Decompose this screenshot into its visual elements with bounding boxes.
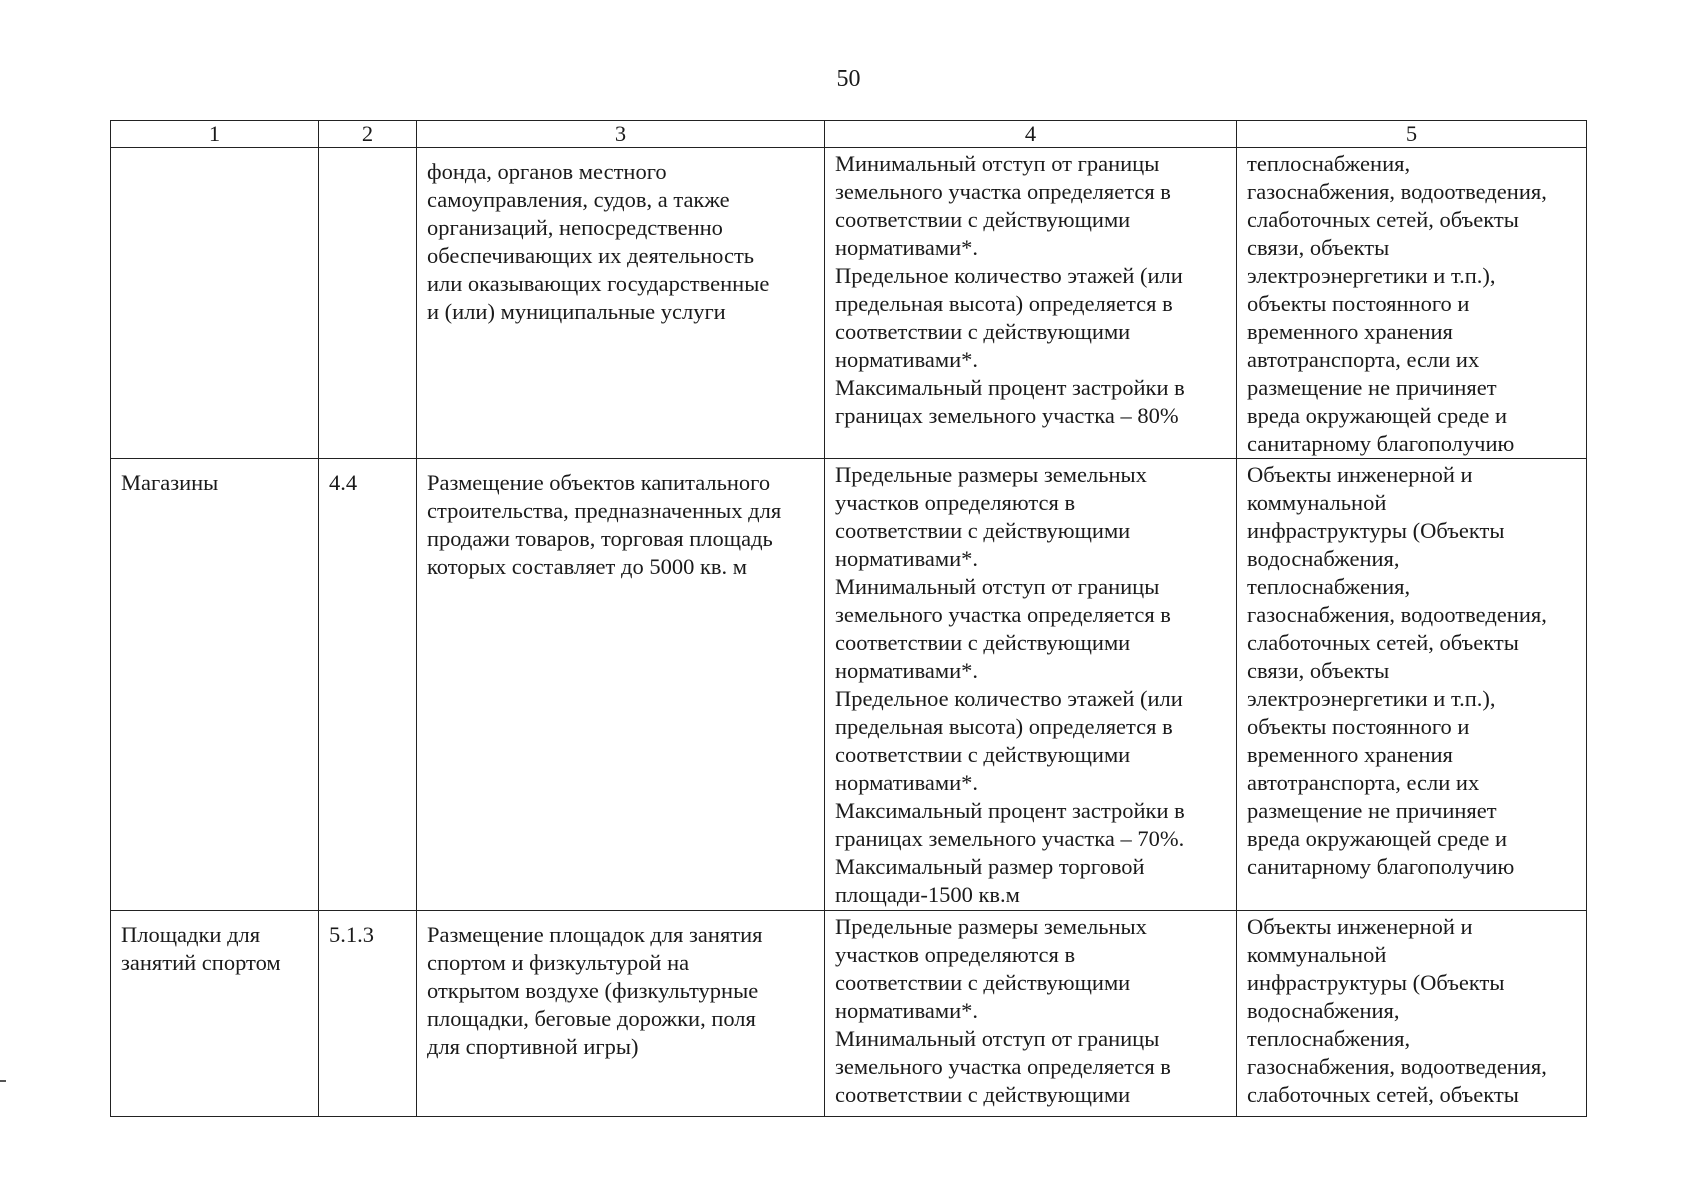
use-code-cell: 4.4 (319, 459, 417, 911)
use-name-cell: Площадки для занятий спортом (111, 911, 319, 1117)
use-code-cell: 5.1.3 (319, 911, 417, 1117)
table-row (111, 459, 1587, 911)
table-header-row (111, 121, 1587, 148)
auxiliary-uses-cell: Объекты инженерной и коммунальной инфраструктуры (Объекты водоснабжения, теплоснабжения, газоснабжения, водоотведения, слаботочных сетей, объекты связи, объекты электроэнергетики и т.п.), объекты постоянного и временного хранения автотранспорта, если их размещение не причиняет вреда окружающей среде и санитарному благополучию (1237, 459, 1587, 911)
table-row (111, 148, 1587, 459)
table-row (111, 911, 1587, 1117)
auxiliary-uses-cell: Объекты инженерной и коммунальной инфраструктуры (Объекты водоснабжения, теплоснабжения, газоснабжения, водоотведения, слаботочных сетей, объекты (1237, 911, 1587, 1117)
use-code-cell (319, 148, 417, 459)
auxiliary-uses-cell: теплоснабжения, газоснабжения, водоотведения, слаботочных сетей, объекты связи, объекты электроэнергетики и т.п.), объекты постоянного и временного хранения автотранспорта, если их размещение не причиняет вреда окружающей среде и санитарному благополучию (1237, 148, 1587, 459)
zoning-table (110, 120, 1587, 1117)
column-header-5: 5 (1237, 121, 1587, 148)
column-header-2: 2 (319, 121, 417, 148)
parameters-cell: Минимальный отступ от границы земельного участка определяется в соответствии с действующими нормативами*. Предельное количество этажей (или предельная высота) определяется в соответствии с действующими нормативами*. Максимальный процент застройки в границах земельного участка – 80% (825, 148, 1237, 459)
use-description-cell: фонда, органов местного самоуправления, судов, а также организаций, непосредственно обеспечивающих их деятельность или оказывающих государственные и (или) муниципальные услуги (417, 148, 825, 459)
column-header-1: 1 (111, 121, 319, 148)
column-header-4: 4 (825, 121, 1237, 148)
scan-margin-mark (0, 1080, 6, 1082)
parameters-cell: Предельные размеры земельных участков определяются в соответствии с действующими нормативами*. Минимальный отступ от границы земельного участка определяется в соответствии с действующими нормативами*. Предельное количество этажей (или предельная высота) определяется в соответствии с действующими нормативами*. Максимальный процент застройки в границах земельного участка – 70%. Максимальный размер торговой площади-1500 кв.м (825, 459, 1237, 911)
use-name-cell: Магазины (111, 459, 319, 911)
use-name-cell (111, 148, 319, 459)
column-header-3: 3 (417, 121, 825, 148)
parameters-cell: Предельные размеры земельных участков определяются в соответствии с действующими нормативами*. Минимальный отступ от границы земельного участка определяется в соответствии с действующими (825, 911, 1237, 1117)
page-number: 50 (836, 66, 861, 92)
use-description-cell: Размещение объектов капитального строительства, предназначенных для продажи товаров, торговая площадь которых составляет до 5000 кв. м (417, 459, 825, 911)
use-description-cell: Размещение площадок для занятия спортом и физкультурой на открытом воздухе (физкультурные площадки, беговые дорожки, поля для спортивной игры) (417, 911, 825, 1117)
